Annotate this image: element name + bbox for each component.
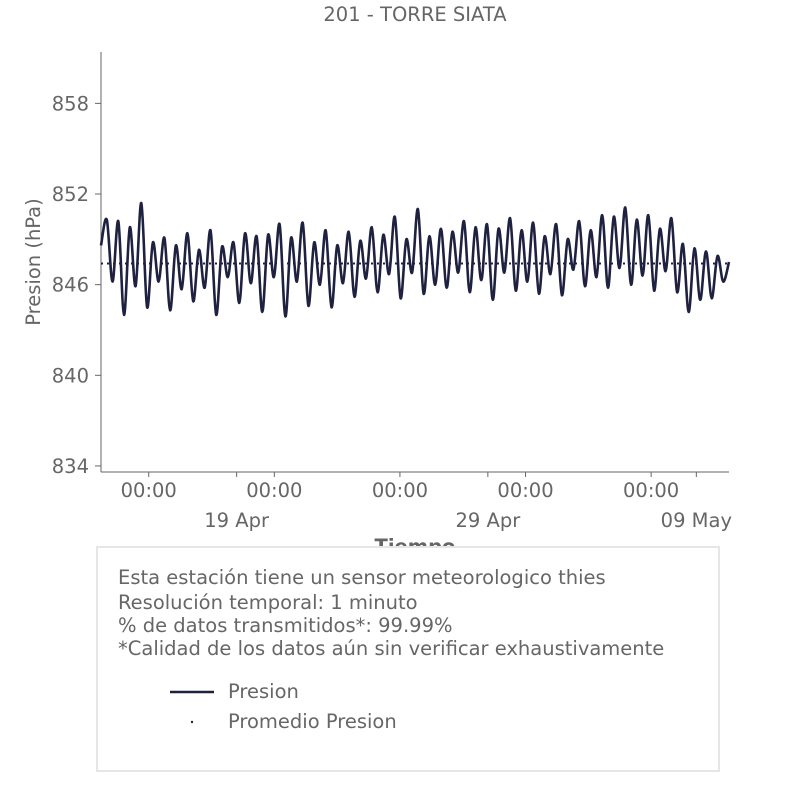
legend-label-promedio: Promedio Presion — [228, 710, 397, 733]
x-minor-tick-label: 00:00 — [497, 479, 554, 502]
y-tick-label: 846 — [51, 273, 89, 297]
info-line-resolution: Resolución temporal: 1 minuto — [118, 591, 418, 614]
x-major-tick-label: 19 Apr — [204, 509, 270, 532]
chart-title: 201 - TORRE SIATA — [323, 3, 507, 26]
legend-swatches — [168, 680, 218, 730]
legend-label-presion: Presion — [228, 680, 299, 703]
x-minor-tick-label: 00:00 — [371, 479, 429, 502]
x-minor-tick-label: 00:00 — [246, 479, 303, 502]
info-line-quality: *Calidad de los datos aún sin verificar exhaustivamente — [118, 637, 665, 660]
x-minor-tick-label: 00:00 — [120, 479, 177, 502]
y-tick-label: 834 — [51, 454, 89, 478]
x-minor-tick-label: 00:00 — [623, 479, 680, 502]
info-line-sensor: Esta estación tiene un sensor meteorologico thies — [118, 566, 606, 589]
info-box — [96, 546, 720, 772]
x-major-tick-label: 29 Apr — [455, 509, 521, 532]
y-tick-label: 840 — [51, 364, 89, 388]
info-line-transmitted: % de datos transmitidos*: 99.99% — [118, 614, 453, 637]
y-tick-label: 852 — [51, 183, 89, 207]
x-major-tick-label: 09 May — [660, 509, 733, 532]
y-tick-label: 858 — [51, 92, 89, 116]
legend-swatch-promedio — [191, 721, 193, 723]
y-axis-label: Presion (hPa) — [22, 198, 45, 326]
series-presion-line — [101, 203, 729, 316]
